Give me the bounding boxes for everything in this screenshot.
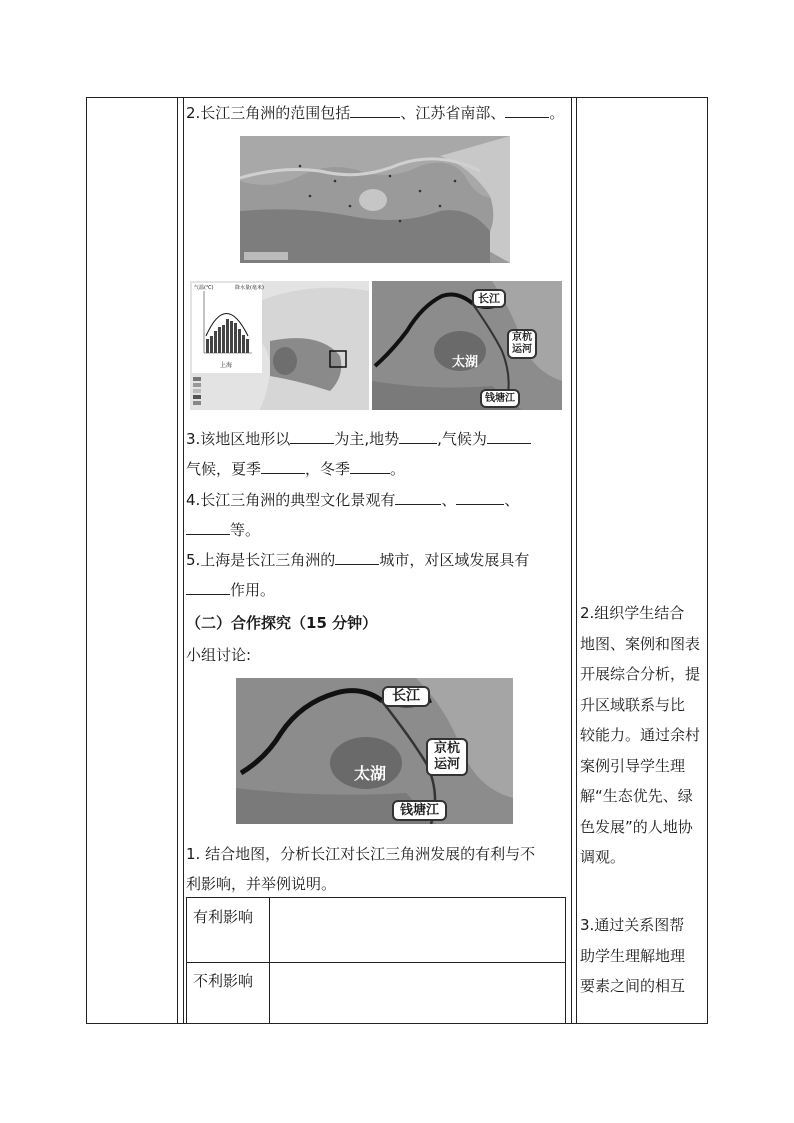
delta-region-map-graphic — [240, 136, 510, 263]
climate-city-label: 上海 — [220, 362, 233, 369]
column-divider — [177, 97, 178, 1024]
question-4-line-2: 等。 — [186, 520, 260, 540]
section-title: （二）合作探究（15 分钟） — [186, 614, 378, 632]
question-text: 、江苏省南部、 — [400, 104, 506, 122]
group-discussion-label: 小组讨论: — [186, 646, 252, 664]
grand-canal-label: 京杭 运河 — [426, 738, 468, 776]
answer-blank[interactable] — [186, 580, 230, 595]
yangtze-label: 长江 — [472, 289, 506, 308]
answer-blank[interactable] — [290, 429, 334, 444]
answer-blank[interactable] — [456, 490, 504, 505]
design-intent-2: 2.组织学生结合 地图、案例和图表 开展综合分析，提 升区域联系与比 较能力。通过余村 案例引导学生理 解“生态优先、绿 色发展”的人地协 调观。 — [580, 604, 701, 866]
taihu-label: 太湖 — [452, 355, 479, 370]
question-text: 。 — [549, 104, 565, 122]
question-4-line-1: 4.长江三角洲的典型文化景观有 、 、 — [186, 491, 520, 509]
question-2 — [186, 103, 564, 123]
answer-blank[interactable] — [487, 429, 531, 444]
column-divider — [571, 97, 572, 1024]
task-1-line-2: 利影响，并举例说明。 — [186, 875, 337, 893]
taihu-label: 太湖 — [354, 764, 387, 783]
favorable-row — [187, 898, 565, 963]
answer-blank[interactable] — [335, 550, 379, 565]
answer-blank[interactable] — [350, 459, 390, 474]
grand-canal-label: 京杭 运河 — [507, 329, 537, 359]
column-divider — [183, 97, 184, 1024]
taihu-map-small — [372, 281, 562, 410]
qiantang-label: 钱塘江 — [392, 800, 447, 821]
answer-blank[interactable] — [399, 429, 437, 444]
question-3-line-1: 3.该地区地形以 为主,地势 ,气候为 — [186, 429, 531, 449]
question-text: 2.长江三角洲的范围包括 — [186, 104, 351, 122]
taihu-map-large-graphic — [236, 678, 513, 824]
question-5-line-2: 作用。 — [186, 580, 275, 600]
yangtze-label: 长江 — [382, 686, 430, 707]
taihu-map-large — [236, 678, 513, 824]
answer-blank[interactable] — [186, 520, 230, 535]
delta-region-map — [240, 136, 510, 263]
favorable-label: 有利影响 — [193, 908, 254, 926]
unfavorable-row — [187, 962, 565, 1024]
climate-temp-label: 气温(℃) — [194, 285, 214, 291]
climate-precip-label: 降水量(毫米) — [235, 285, 264, 291]
design-intent-3: 3.通过关系图帮 助学生理解地理 要素之间的相互 — [580, 916, 686, 995]
answer-blank[interactable] — [350, 103, 400, 118]
qiantang-label: 钱塘江 — [480, 389, 520, 408]
answer-blank[interactable] — [261, 459, 305, 474]
column-divider — [576, 97, 577, 1024]
answer-blank[interactable] — [395, 490, 441, 505]
climate-location-graphic — [190, 281, 369, 410]
answer-blank[interactable] — [505, 103, 549, 118]
question-3-line-2: 气候，夏季 ，冬季 。 — [186, 460, 406, 478]
unfavorable-label: 不利影响 — [193, 972, 254, 990]
task-1-line-1: 1. 结合地图，分析长江对长江三角洲发展的有利与不 — [186, 845, 536, 863]
influence-table — [186, 897, 566, 1024]
climate-location-map — [190, 281, 369, 410]
question-5-line-1: 5.上海是长江三角洲的 城市，对区域发展具有 — [186, 551, 530, 569]
sub-table-divider — [269, 898, 270, 1023]
